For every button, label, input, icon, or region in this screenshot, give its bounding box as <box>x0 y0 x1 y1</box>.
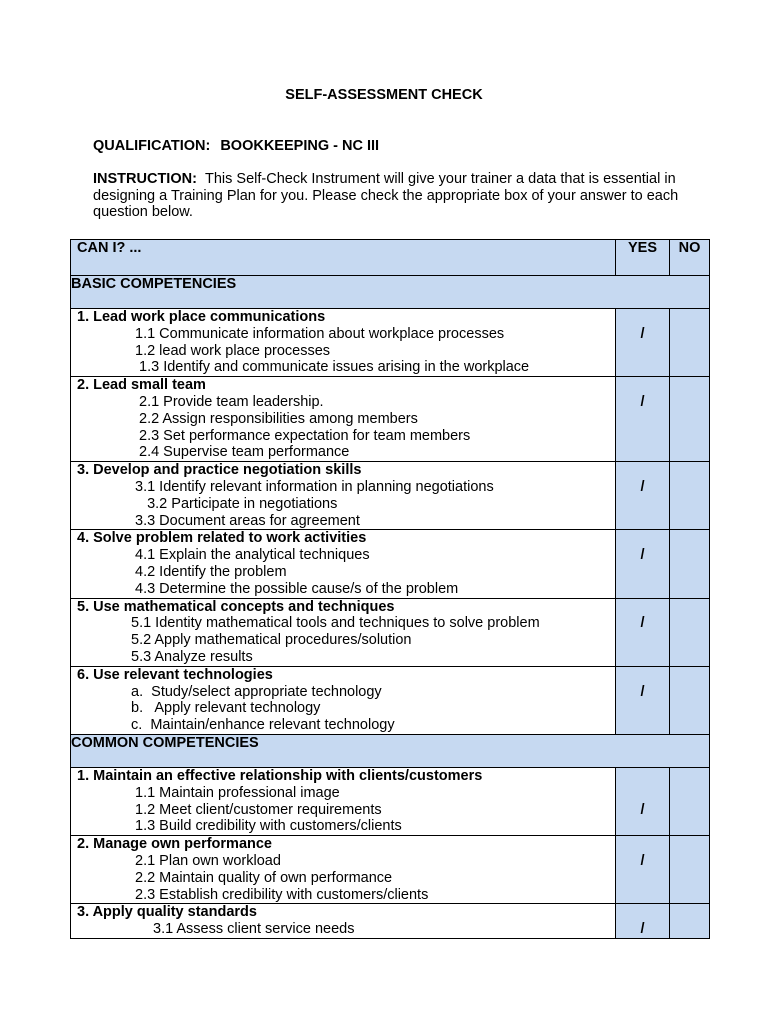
sub-competency: 2.3 Set performance expectation for team members <box>139 427 471 444</box>
competency-cell <box>71 462 616 530</box>
table-header-row <box>71 240 710 276</box>
sub-competency: 5.3 Analyze results <box>131 648 253 665</box>
no-checkbox-cell[interactable] <box>670 767 710 835</box>
header-yes: YES <box>616 240 670 276</box>
competency-cell <box>71 666 616 734</box>
yes-mark: / <box>640 478 645 495</box>
yes-checkbox-cell[interactable] <box>616 767 670 835</box>
yes-checkbox-cell[interactable] <box>616 666 670 734</box>
competency-cell <box>71 767 616 835</box>
no-checkbox-cell[interactable] <box>670 377 710 462</box>
sub-competency: 1.2 Meet client/customer requirements <box>135 801 382 818</box>
sub-competency: 4.2 Identify the problem <box>135 563 287 580</box>
sub-competency: a. Study/select appropriate technology <box>131 683 382 700</box>
sub-competency: 2.1 Plan own workload <box>135 852 281 869</box>
competency-title: 4. Solve problem related to work activities <box>77 530 367 547</box>
sub-competency: 4.3 Determine the possible cause/s of the problem <box>135 580 459 597</box>
competency-title: 1. Maintain an effective relationship with clients/customers <box>77 767 483 784</box>
no-checkbox-cell[interactable] <box>670 836 710 904</box>
sub-competency: c. Maintain/enhance relevant technology <box>131 717 395 734</box>
sub-competency: b. Apply relevant technology <box>131 700 321 717</box>
no-checkbox-cell[interactable] <box>670 309 710 377</box>
competency-row <box>71 377 710 462</box>
competency-cell <box>71 598 616 666</box>
sub-competency: 1.3 Identify and communicate issues arising in the workplace <box>135 359 530 376</box>
sub-competency: 2.2 Assign responsibilities among members <box>139 410 418 427</box>
sub-competency: 4.1 Explain the analytical techniques <box>135 547 370 564</box>
yes-mark: / <box>640 615 645 632</box>
sub-competency: 3.1 Assess client service needs <box>153 921 355 938</box>
qualification-line <box>93 138 379 154</box>
competency-row <box>71 530 710 598</box>
sub-competency: 3.3 Document areas for agreement <box>135 512 360 529</box>
yes-checkbox-cell[interactable] <box>616 904 670 939</box>
instruction-label: INSTRUCTION: <box>93 171 197 187</box>
yes-mark: / <box>640 852 645 869</box>
sub-competency: 2.1 Provide team leadership. <box>139 393 324 410</box>
competency-title: 2. Manage own performance <box>77 836 272 853</box>
competency-title: 5. Use mathematical concepts and techniques <box>77 598 395 615</box>
yes-checkbox-cell[interactable] <box>616 530 670 598</box>
section-title: COMMON COMPETENCIES <box>71 734 710 767</box>
yes-mark: / <box>640 325 645 342</box>
qualification-value: BOOKKEEPING - NC III <box>220 138 380 154</box>
header-can-i: CAN I? ... <box>71 240 616 276</box>
yes-checkbox-cell[interactable] <box>616 377 670 462</box>
competency-cell <box>71 377 616 462</box>
sub-competency: 1.2 lead work place processes <box>135 342 331 359</box>
competency-row <box>71 836 710 904</box>
yes-checkbox-cell[interactable] <box>616 309 670 377</box>
competency-title: 3. Develop and practice negotiation skills <box>77 462 362 479</box>
no-checkbox-cell[interactable] <box>670 904 710 939</box>
competency-title: 6. Use relevant technologies <box>77 666 273 683</box>
competency-cell <box>71 904 616 939</box>
no-checkbox-cell[interactable] <box>670 598 710 666</box>
no-checkbox-cell[interactable] <box>670 530 710 598</box>
competency-title: 1. Lead work place communications <box>77 309 326 325</box>
yes-checkbox-cell[interactable] <box>616 598 670 666</box>
sub-competency: 5.2 Apply mathematical procedures/solution <box>131 632 412 649</box>
yes-checkbox-cell[interactable] <box>616 836 670 904</box>
page-title: SELF-ASSESSMENT CHECK <box>285 87 483 103</box>
no-checkbox-cell[interactable] <box>670 666 710 734</box>
competency-title: 3. Apply quality standards <box>77 904 257 921</box>
yes-mark: / <box>640 547 645 564</box>
no-checkbox-cell[interactable] <box>670 462 710 530</box>
sub-competency: 2.4 Supervise team performance <box>139 444 350 461</box>
sub-competency: 2.3 Establish credibility with customers/clients <box>135 886 429 903</box>
header-no: NO <box>670 240 710 276</box>
yes-mark: / <box>640 921 645 938</box>
yes-mark: / <box>640 801 645 818</box>
competency-title: 2. Lead small team <box>77 377 206 394</box>
sub-competency: 3.2 Participate in negotiations <box>135 495 338 512</box>
instruction-text: This Self-Check Instrument will give your trainer a data that is essential in designing a Training Plan for you. Please check the appropriate box of your answer to each question below. <box>93 171 679 220</box>
competency-row <box>71 598 710 666</box>
competency-cell <box>71 309 616 377</box>
sub-competency: 5.1 Identity mathematical tools and techniques to solve problem <box>131 615 540 632</box>
sub-competency: 1.1 Communicate information about workplace processes <box>135 325 505 342</box>
section-row <box>71 734 710 767</box>
competency-row <box>71 666 710 734</box>
competency-row <box>71 462 710 530</box>
competency-row <box>71 767 710 835</box>
section-title: BASIC COMPETENCIES <box>71 276 710 309</box>
competency-row <box>71 904 710 939</box>
sub-competency: 2.2 Maintain quality of own performance <box>135 869 393 886</box>
competency-cell <box>71 836 616 904</box>
self-assessment-table <box>70 239 710 939</box>
yes-mark: / <box>640 683 645 700</box>
competency-row <box>71 309 710 377</box>
instruction-paragraph <box>93 171 693 221</box>
competency-cell <box>71 530 616 598</box>
yes-checkbox-cell[interactable] <box>616 462 670 530</box>
yes-mark: / <box>640 393 645 410</box>
sub-competency: 1.1 Maintain professional image <box>135 784 340 801</box>
section-row <box>71 276 710 309</box>
sub-competency: 1.3 Build credibility with customers/clients <box>135 818 402 835</box>
sub-competency: 3.1 Identify relevant information in planning negotiations <box>135 478 494 495</box>
qualification-label: QUALIFICATION: <box>93 138 211 154</box>
